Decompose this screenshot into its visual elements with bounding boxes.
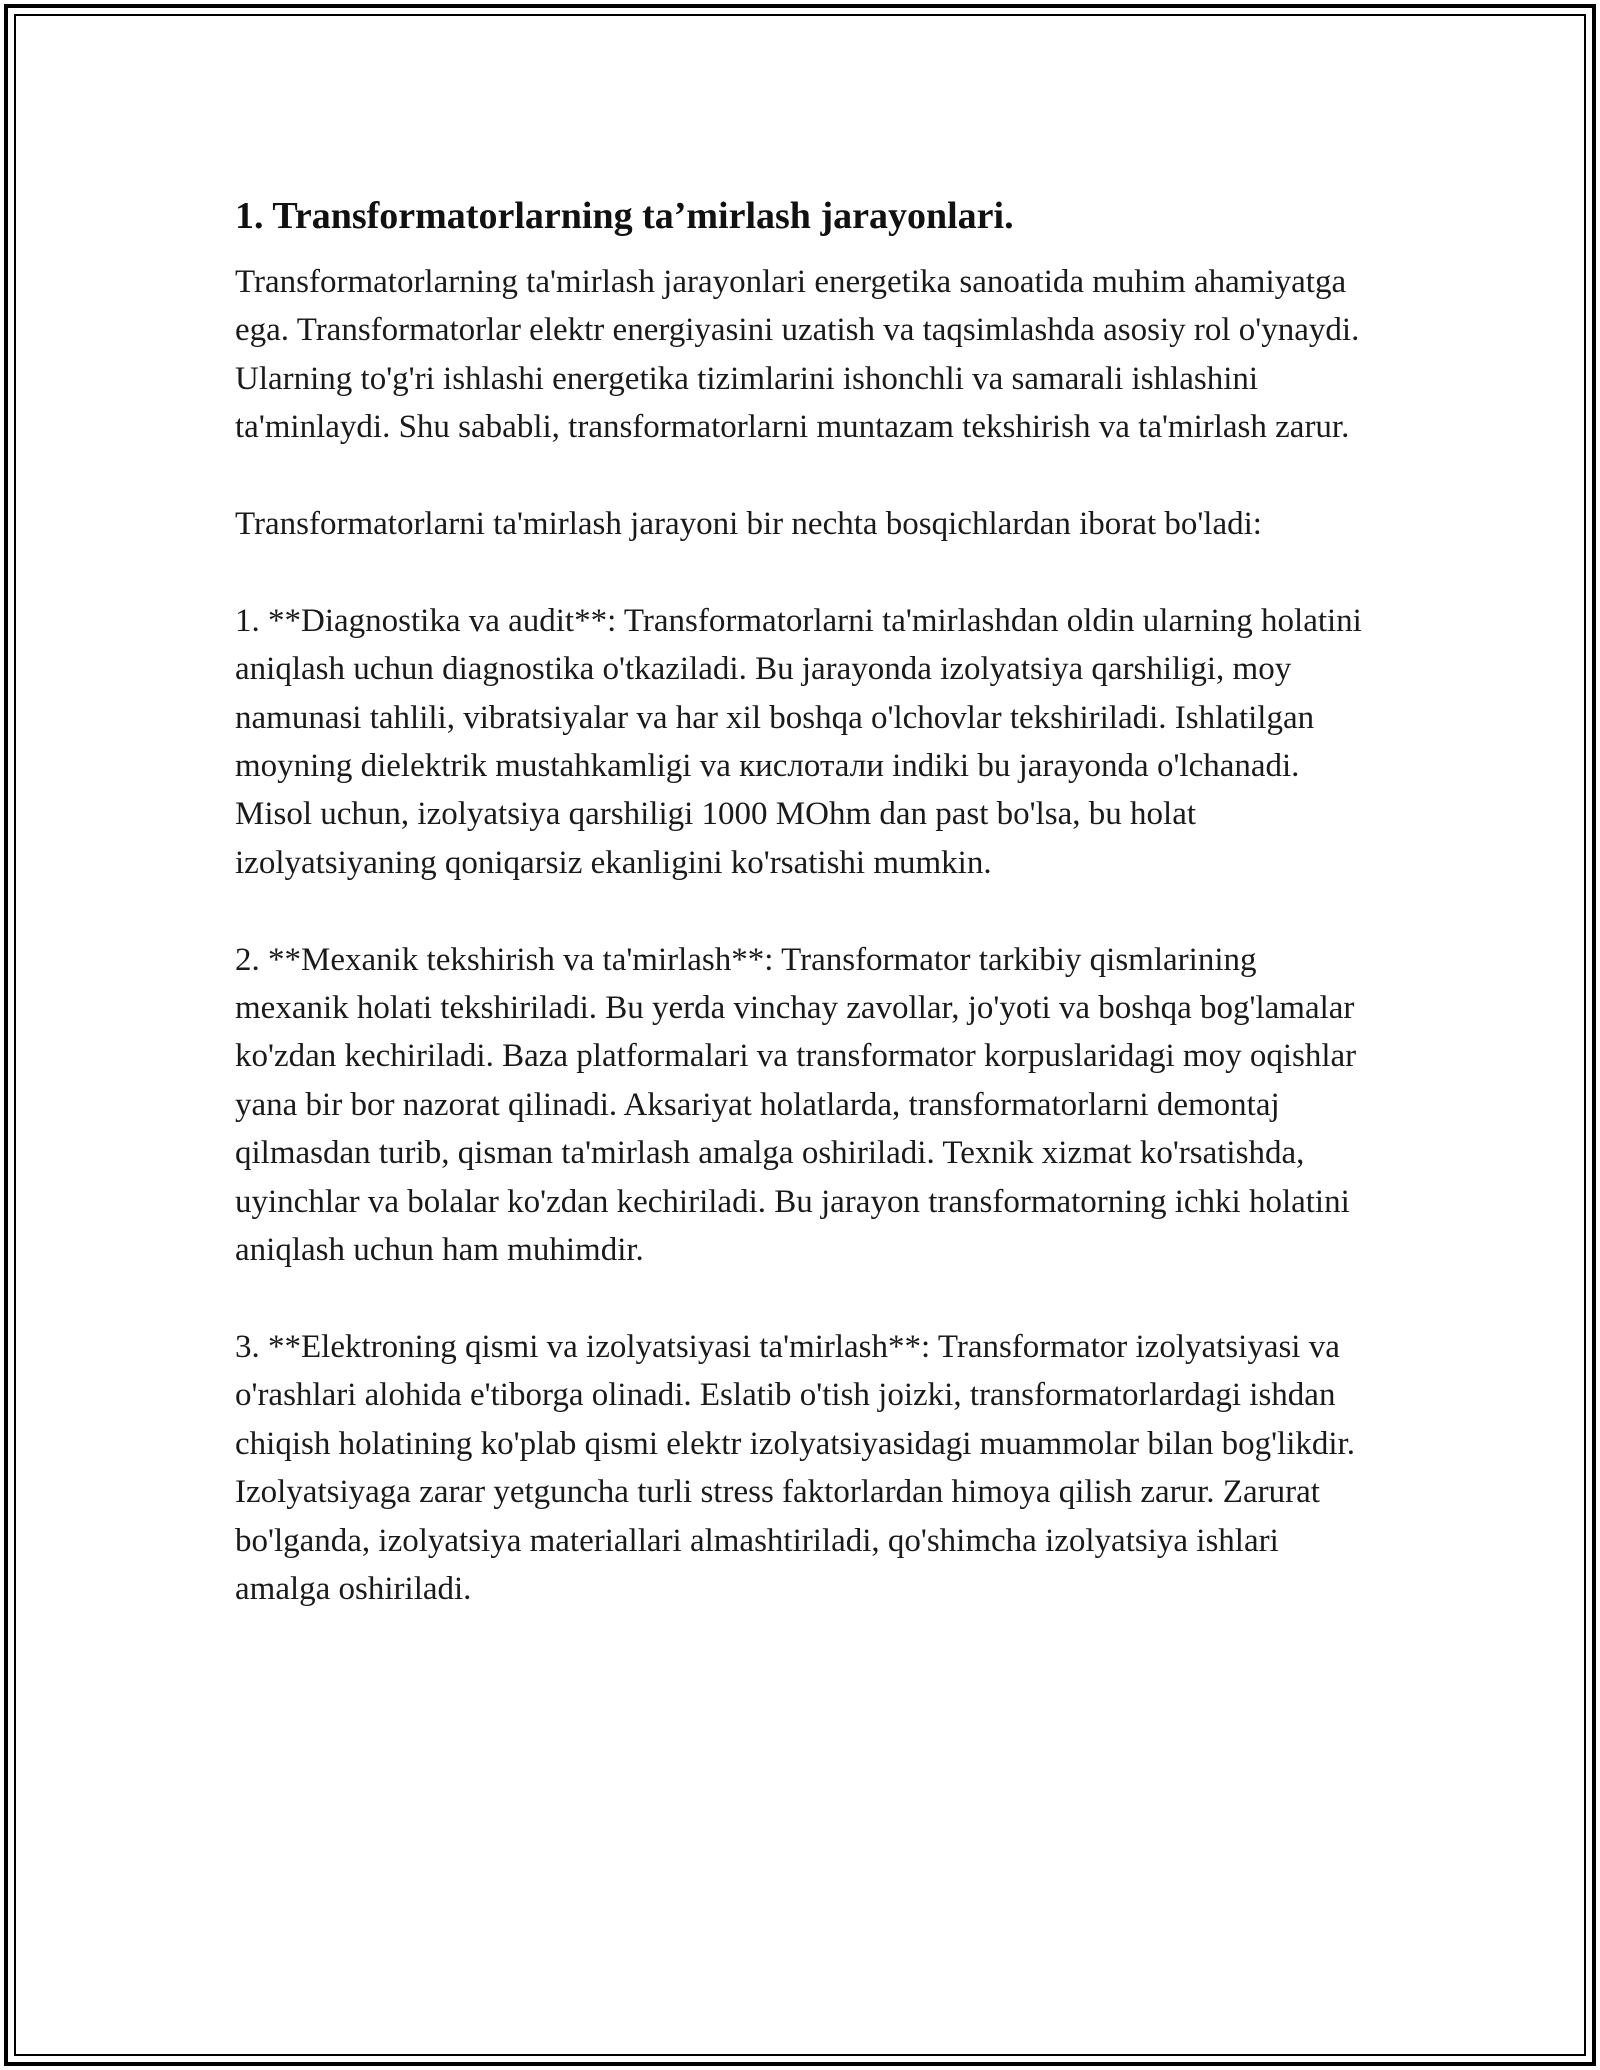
- section-heading: 1. Transformatorlarning ta’mirlash jarayonlari.: [235, 195, 1014, 237]
- paragraph-diagnostics: 1. **Diagnostika va audit**: Transformatorlarni ta'mirlashdan oldin ularning holatini aniqlash uchun diagnostika o'tkaziladi. Bu jarayonda izolyatsiya qarshiligi, moy namunasi tahlili, vibratsiyalar va har xil boshqa o'lchovlar tekshiriladi. Ishlatilgan moyning dielektrik mustahkamligi va кислотали indiki bu jarayonda o'lchanadi. Misol uchun, izolyatsiya qarshiligi 1000 MOhm dan past bo'lsa, bu holat izolyatsiyaning qoniqarsiz ekanligini ko'rsatishi mumkin.: [235, 602, 1362, 881]
- document-body: [235, 186, 1370, 1662]
- paragraph-insulation: 3. **Elektroning qismi va izolyatsiyasi ta'mirlash**: Transformator izolyatsiyasi va o'rashlari alohida e'tiborga olinadi. Eslatib o'tish joizki, transformatorlardagi ishdan chiqish holatining ko'plab qismi elektr izolyatsiyasidagi muammolar bilan bog'likdir. Izolyatsiyaga zarar yetguncha turli stress faktorlardan himoya qilish zarur. Zarurat bo'lganda, izolyatsiya materiallari almashtiriladi, qo'shimcha izolyatsiya ishlari amalga oshiriladi.: [235, 1328, 1355, 1607]
- paragraph-mechanical: 2. **Mexanik tekshirish va ta'mirlash**: Transformator tarkibiy qismlarining mexanik holati tekshiriladi. Bu yerda vinchay zavollar, jo'yoti va boshqa bog'lamalar ko'zdan kechiriladi. Baza platformalari va transformator korpuslaridagi moy oqishlar yana bir bor nazorat qilinadi. Aksariyat holatlarda, transformatorlarni demontaj qilmasdan turib, qisman ta'mirlash amalga oshiriladi. Texnik xizmat ko'rsatishda, uyinchlar va bolalar ko'zdan kechiriladi. Bu jarayon transformatorning ichki holatini aniqlash uchun ham muhimdir.: [235, 941, 1357, 1269]
- paragraph-intro: Transformatorlarning ta'mirlash jarayonlari energetika sanoatida muhim ahamiyatga ega. Transformatorlar elektr energiyasini uzatish va taqsimlashda asosiy rol o'ynaydi. Ularning to'g'ri ishlashi energetika tizimlarini ishonchli va samarali ishlashini ta'minlaydi. Shu sababli, transformatorlarni muntazam tekshirish va ta'mirlash zarur.: [235, 264, 1360, 446]
- paragraph-stages-intro: Transformatorlarni ta'mirlash jarayoni bir nechta bosqichlardan iborat bo'ladi:: [235, 506, 1262, 543]
